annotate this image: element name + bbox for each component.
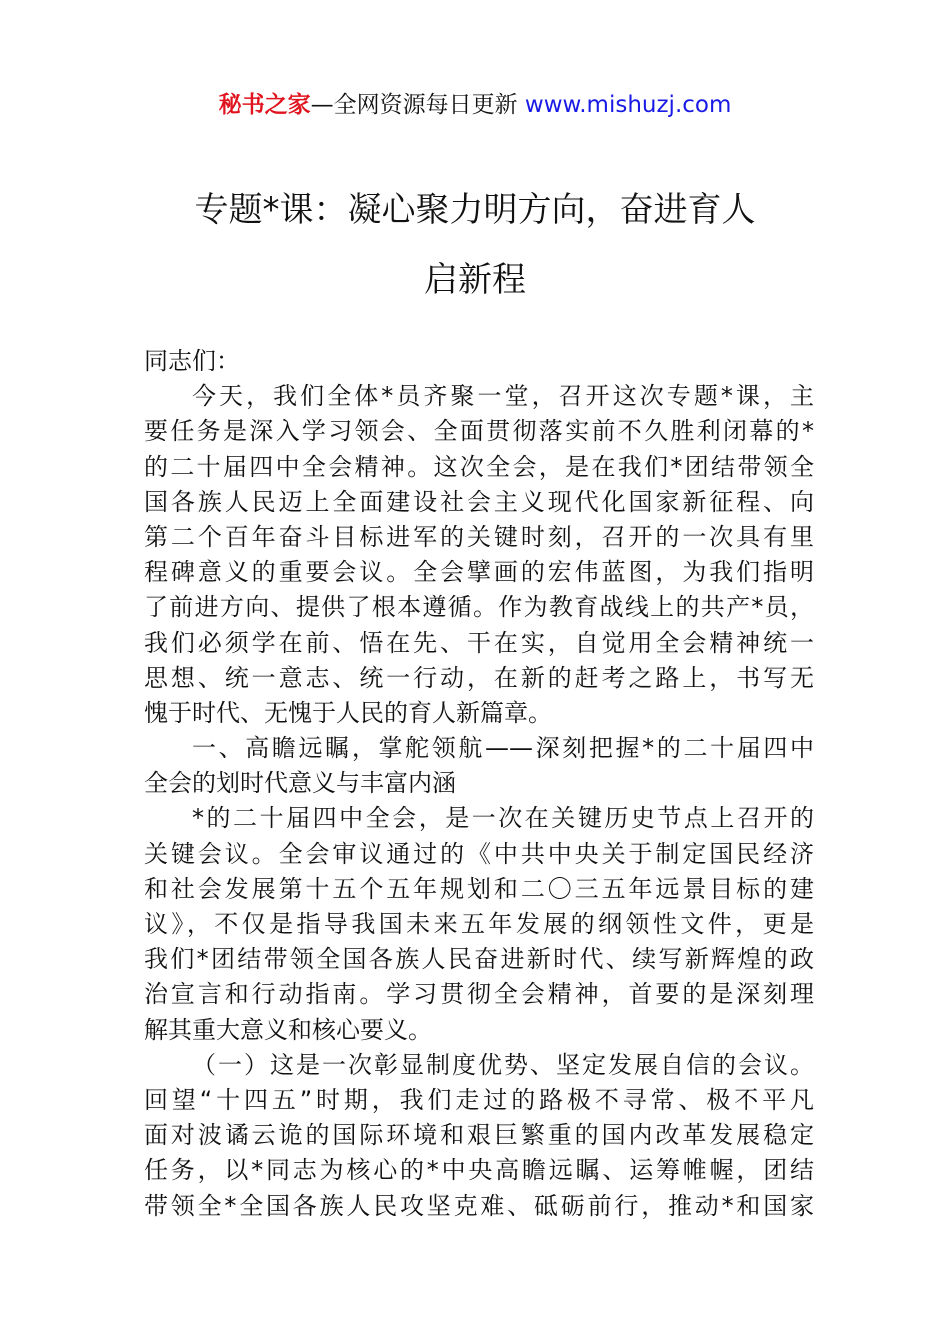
- body-line: 的二十届四中全会精神。这次全会，是在我们*团结带领全: [144, 452, 814, 481]
- body-line: 国各族人民迈上全面建设社会主义现代化国家新征程、向: [144, 487, 814, 516]
- body-line: 议》，不仅是指导我国未来五年发展的纲领性文件，更是: [144, 910, 814, 938]
- body-line: 面对波谲云诡的国际环境和艰巨繁重的国内改革发展稳定: [144, 1121, 814, 1150]
- body-line: 第二个百年奋斗目标进军的关键时刻，召开的一次具有里: [144, 522, 814, 551]
- header-tagline: 全网资源每日更新: [333, 92, 518, 118]
- site-url-link[interactable]: www.mishuzj.com: [524, 92, 732, 118]
- body-line: *的二十届四中全会，是一次在关键历史节点上召开的: [192, 804, 814, 833]
- document-body: [144, 344, 814, 1224]
- body-line: 带领全*全国各族人民攻坚克难、砥砺前行，推动*和国家: [144, 1191, 814, 1220]
- body-line: 我们*团结带领全国各族人民奋进新时代、续写新辉煌的政: [144, 945, 814, 974]
- body-line: 关键会议。全会审议通过的《中共中央关于制定国民经济: [144, 839, 814, 868]
- section-heading-line: 一、高瞻远瞩，掌舵领航——深刻把握*的二十届四中: [192, 734, 814, 763]
- body-line: 今天，我们全体*员齐聚一堂，召开这次专题*课，主: [192, 382, 814, 411]
- brand-name: 秘书之家: [218, 92, 311, 118]
- body-line: 了前进方向、提供了根本遵循。作为教育战线上的共产*员，: [144, 593, 814, 622]
- document-title-line-1: 专题*课：凝心聚力明方向，奋进育人: [194, 190, 756, 230]
- body-line: 程碑意义的重要会议。全会擘画的宏伟蓝图，为我们指明: [144, 558, 814, 587]
- body-line: 回望“十四五”时期，我们走过的路极不寻常、极不平凡: [144, 1085, 814, 1114]
- body-line: 和社会发展第十五个五年规划和二〇三五年远景目标的建: [144, 874, 814, 903]
- salutation: 同志们：: [144, 347, 240, 375]
- body-line: 治宣言和行动指南。学习贯彻全会精神，首要的是深刻理: [144, 980, 814, 1009]
- body-line: 任务，以*同志为核心的*中央高瞻远瞩、运筹帷幄，团结: [144, 1156, 814, 1185]
- body-line: 思想、统一意志、统一行动，在新的赶考之路上，书写无: [144, 663, 814, 692]
- body-line: 愧于时代、无愧于人民的育人新篇章。: [144, 698, 552, 727]
- header-separator: —: [310, 92, 334, 118]
- site-header: [0, 88, 950, 122]
- section-heading-line: 全会的划时代意义与丰富内涵: [144, 769, 456, 798]
- document-title-line-2: 启新程: [424, 260, 526, 300]
- body-line: 解其重大意义和核心要义。: [144, 1015, 432, 1044]
- body-line: 要任务是深入学习领会、全面贯彻落实前不久胜利闭幕的*: [144, 417, 814, 446]
- body-line: 我们必须学在前、悟在先、干在实，自觉用全会精神统一: [144, 628, 814, 657]
- subsection-heading-line: （一）这是一次彰显制度优势、坚定发展自信的会议。: [192, 1050, 814, 1079]
